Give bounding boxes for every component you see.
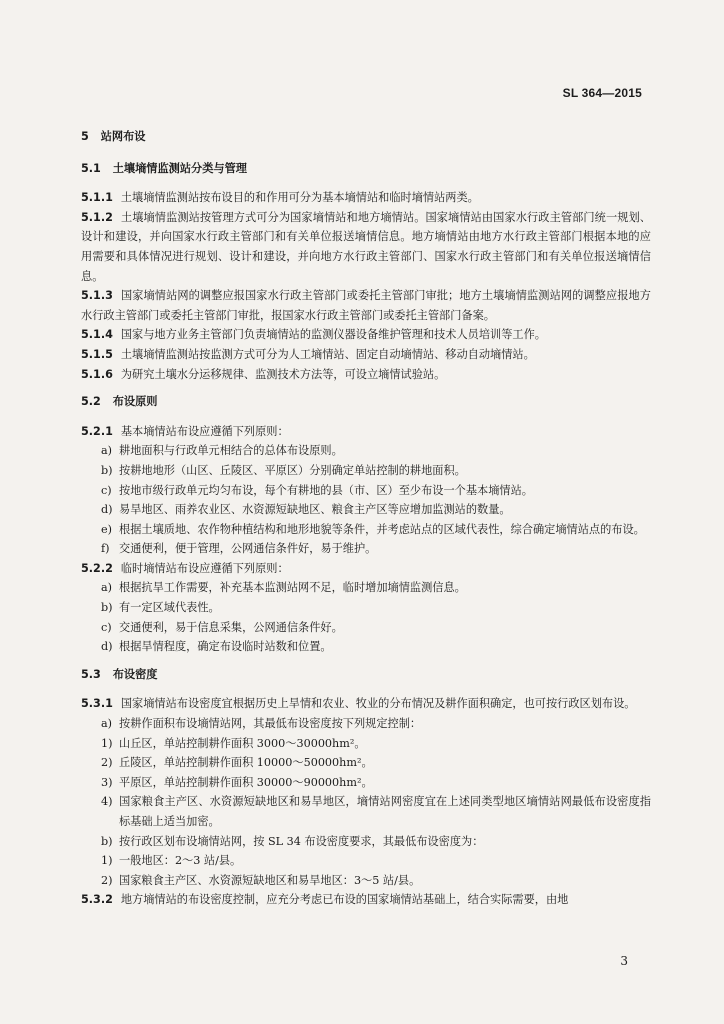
clause-text: 为研究土壤水分运移规律、监测技术方法等，可设立墒情试验站。 [120,367,446,381]
list-item [81,520,651,540]
clause-number: 5.1.3 [81,289,113,303]
standard-code: SL 364—2015 [562,86,642,100]
list-item [81,714,651,734]
list-marker: d) [101,640,113,654]
clause-number: 5.2.1 [81,424,113,438]
list-item [81,500,651,520]
clause-text: 临时墒情站布设应遵循下列原则： [120,561,289,575]
list-item [81,441,651,461]
sub-list-item [81,773,651,793]
sub-list-item [81,734,651,754]
clause-text: 地方墒情站的布设密度控制，应充分考虑已布设的国家墒情站基础上，结合实际需要，由地 [120,893,569,907]
clause-5-1-6 [81,365,651,385]
list-marker: f) [101,542,110,556]
clause-text: 国家墒情站网的调整应报国家水行政主管部门或委托主管部门审批；地方土壤墒情监测站网的调整应报地方水行政主管部门或委托主管部门审批，报国家水行政主管部门或委托主管部门备案。 [81,289,651,322]
clause-text: 基本墒情站布设应遵循下列原则： [120,424,289,438]
list-text: 有一定区域代表性。 [119,601,220,615]
list-marker: b) [101,834,113,848]
list-item [81,637,651,657]
sub-list-item [81,753,651,773]
clause-number: 5.1.5 [81,347,113,361]
list-text: 一般地区：2～3 站/县。 [119,854,242,868]
list-item [81,618,651,638]
clause-5-1-2 [81,208,651,286]
subsection-heading-5-1 [81,159,651,179]
clause-number: 5.3.1 [81,697,113,711]
clause-number: 5.1.1 [81,191,113,205]
section-heading [81,127,651,147]
clause-text: 国家与地方业务主管部门负责墒情站的监测仪器设备维护管理和技术人员培训等工作。 [120,328,546,342]
clause-5-1-5 [81,345,651,365]
list-text: 按耕作面积布设墒情站网，其最低布设密度按下列规定控制： [119,717,422,731]
sub-list-item [81,871,651,891]
list-item [81,578,651,598]
subsection-heading-5-2 [81,392,651,412]
subsection-number: 5.1 [81,161,101,175]
list-text: 按地市级行政单元均匀布设，每个有耕地的县（市、区）至少布设一个基本墒情站。 [119,483,533,497]
section-number: 5 [81,130,89,143]
list-text: 根据抗旱工作需要，补充基本监测站网不足，临时增加墒情监测信息。 [119,581,466,595]
list-text: 交通便利，易于信息采集，公网通信条件好。 [119,620,343,634]
clause-5-1-4 [81,325,651,345]
clause-5-3-2 [81,890,651,910]
list-text: 按行政区划布设墒情站网，按 SL 34 布设密度要求，其最低布设密度为： [119,834,484,848]
page-content [81,127,651,910]
list-text: 平原区，单站控制耕作面积 30000～90000hm²。 [119,775,373,789]
subsection-title: 布设原则 [112,395,158,409]
clause-number: 5.1.4 [81,328,113,342]
clause-5-2-2 [81,559,651,579]
clause-number: 5.1.2 [81,210,113,224]
list-marker: 2) [101,756,113,770]
list-marker: e) [101,522,112,536]
list-text: 按耕地地形（山区、丘陵区、平原区）分别确定单站控制的耕地面积。 [119,463,466,477]
list-marker: 1) [101,736,113,750]
subsection-number: 5.3 [81,667,101,681]
list-item [81,481,651,501]
clause-text: 土壤墒情监测站按监测方式可分为人工墒情站、固定自动墒情站、移动自动墒情站。 [120,347,535,361]
subsection-number: 5.2 [81,395,101,409]
list-marker: 2) [101,873,113,887]
clause-5-3-1 [81,694,651,714]
list-marker: b) [101,463,113,477]
list-marker: 3) [101,775,113,789]
list-item [81,539,651,559]
clause-5-1-3 [81,286,651,325]
subsection-title: 土壤墒情监测站分类与管理 [112,161,247,175]
subsection-heading-5-3 [81,665,651,685]
list-item [81,832,651,852]
clause-number: 5.2.2 [81,561,113,575]
list-text: 丘陵区，单站控制耕作面积 10000～50000hm²。 [119,756,373,770]
subsection-title: 布设密度 [112,667,158,681]
page-number: 3 [620,954,628,968]
list-item [81,461,651,481]
list-marker: b) [101,601,113,615]
clause-text: 国家墒情站布设密度宜根据历史上旱情和农业、牧业的分布情况及耕作面积确定，也可按行政区划布设。 [120,697,636,711]
list-text: 国家粮食主产区、水资源短缺地区和易旱地区：3～5 站/县。 [119,873,421,887]
clause-number: 5.3.2 [81,893,113,907]
clause-text: 土壤墒情监测站按管理方式可分为国家墒情站和地方墒情站。国家墒情站由国家水行政主管部门统一规划、设计和建设，并向国家水行政主管部门和有关单位报送墒情信息。地方墒情站由地方水行政主管部门根据本地的应用需要和具体情况进行规划、设计和建设，并向地方水行政主管部门、国家水行政主管部门和有关单位报送墒情信息。 [81,210,651,283]
clause-number: 5.1.6 [81,367,113,381]
list-text: 易旱地区、雨养农业区、水资源短缺地区、粮食主产区等应增加监测站的数量。 [119,503,511,517]
list-text: 交通便利，便于管理，公网通信条件好，易于维护。 [119,542,377,556]
list-marker: 4) [101,795,113,809]
list-marker: d) [101,503,113,517]
list-marker: a) [101,717,113,731]
section-title: 站网布设 [100,130,146,143]
list-text: 根据旱情程度，确定布设临时站数和位置。 [119,640,332,654]
list-text: 国家粮食主产区、水资源短缺地区和易旱地区，墒情站网密度宜在上述同类型地区墒情站网最低布设密度指标基础上适当加密。 [119,795,651,828]
sub-list-item [81,792,651,831]
list-item [81,598,651,618]
list-text: 根据土壤质地、农作物种植结构和地形地貌等条件，并考虑站点的区域代表性，综合确定墒情站点的布设。 [119,522,645,536]
clause-text: 土壤墒情监测站按布设目的和作用可分为基本墒情站和临时墒情站两类。 [120,191,479,205]
sub-list-item [81,851,651,871]
list-marker: c) [101,483,112,497]
list-marker: a) [101,581,113,595]
list-marker: a) [101,444,113,458]
list-marker: c) [101,620,112,634]
clause-5-2-1 [81,422,651,442]
clause-5-1-1 [81,188,651,208]
list-marker: 1) [101,854,113,868]
list-text: 耕地面积与行政单元相结合的总体布设原则。 [119,444,343,458]
list-text: 山丘区，单站控制耕作面积 3000～30000hm²。 [119,736,366,750]
